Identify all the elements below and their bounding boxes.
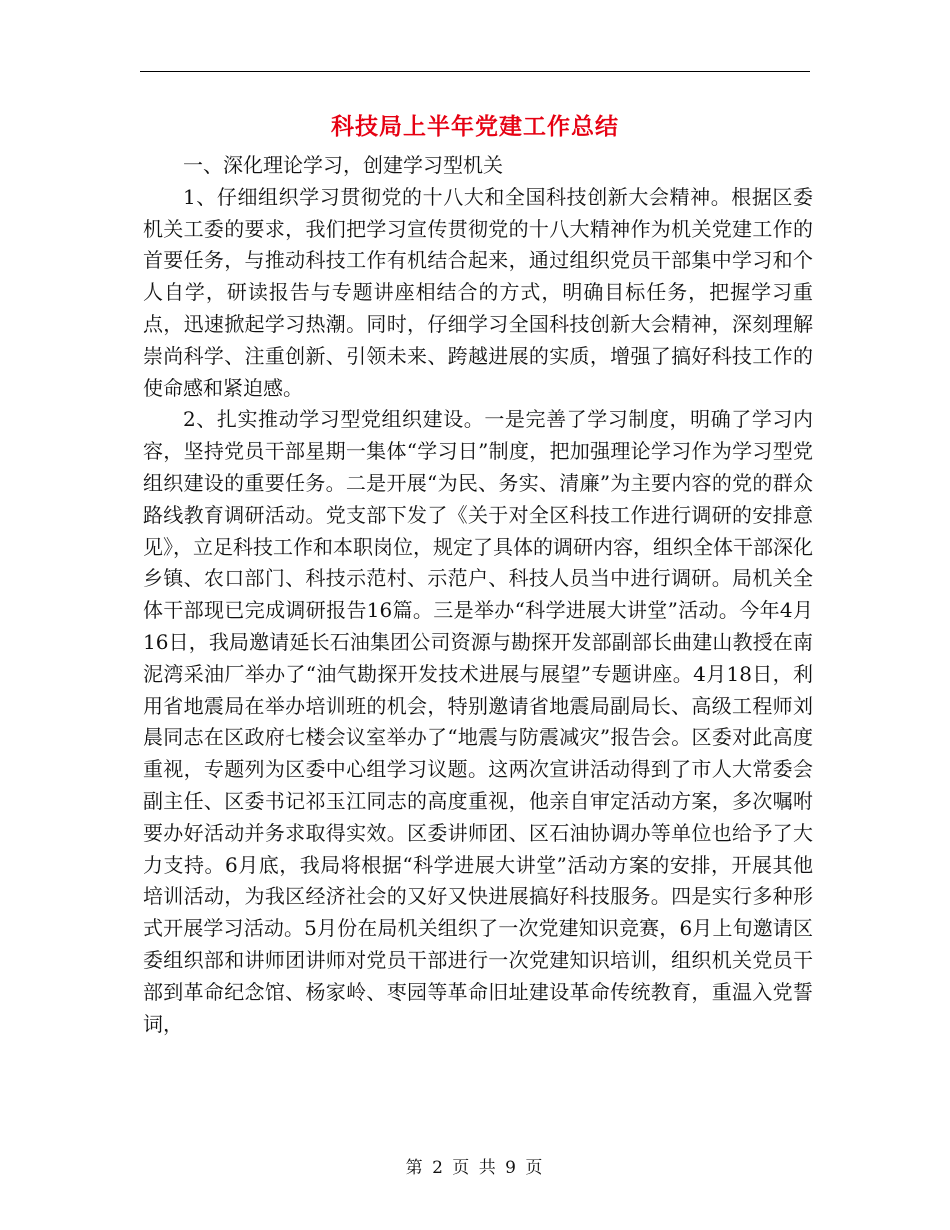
header-rule — [140, 71, 810, 72]
document-title: 科技局上半年党建工作总结 — [331, 113, 619, 140]
section-heading: 一、深化理论学习，创建学习型机关 — [183, 153, 503, 177]
page-footer: 第 2 页 共 9 页 — [405, 1158, 545, 1178]
paragraph-1: 1、仔细组织学习贯彻党的十八大和全国科技创新大会精神。根据区委机关工委的要求，我们把学习宣传贯彻党的十八大精神作为机关党建工作的首要任务，与推动科技工作有机结合起来，通过组织党员干部集中学习和个人自学，研读报告与专题讲座相结合的方式，明确目标任务，把握学习重点，迅速掀起学习热潮。同时，仔细学习全国科技创新大会精神，深刻理解崇尚科学、注重创新、引领未来、跨越进展的实质，增强了搞好科技工作的使命感和紧迫感。 — [143, 184, 813, 400]
document-body — [143, 150, 813, 1040]
paragraph-2: 2、扎实推动学习型党组织建设。一是完善了学习制度，明确了学习内容，坚持党员干部星期一集体“学习日”制度，把加强理论学习作为学习型党组织建设的重要任务。二是开展“为民、务实、清廉”为主要内容的党的群众路线教育调研活动。党支部下发了《关于对全区科技工作进行调研的安排意见》，立足科技工作和本职岗位，规定了具体的调研内容，组织全体干部深化乡镇、农口部门、科技示范村、示范户、科技人员当中进行调研。局机关全体干部现已完成调研报告16篇。三是举办“科学进展大讲堂”活动。今年4月16日，我局邀请延长石油集团公司资源与勘探开发部副部长曲建山教授在南泥湾采油厂举办了“油气勘探开发技术进展与展望”专题讲座。4月18日，利用省地震局在举办培训班的机会，特别邀请省地震局副局长、高级工程师刘晨同志在区政府七楼会议室举办了“地震与防震减灾”报告会。区委对此高度重视，专题列为区委中心组学习议题。这两次宣讲活动得到了市人大常委会副主任、区委书记祁玉江同志的高度重视，他亲自审定活动方案，多次嘱咐要办好活动并务求取得实效。区委讲师团、区石油协调办等单位也给予了大力支持。6月底，我局将根据“科学进展大讲堂”活动方案的安排，开展其他培训活动，为我区经济社会的又好又快进展搞好科技服务。四是实行多种形式开展学习活动。5月份在局机关组织了一次党建知识竞赛，6月上旬邀请区委组织部和讲师团讲师对党员干部进行一次党建知识培训，组织机关党员干部到革命纪念馆、杨家岭、枣园等革命旧址建设革命传统教育，重温入党誓词， — [143, 407, 813, 1036]
